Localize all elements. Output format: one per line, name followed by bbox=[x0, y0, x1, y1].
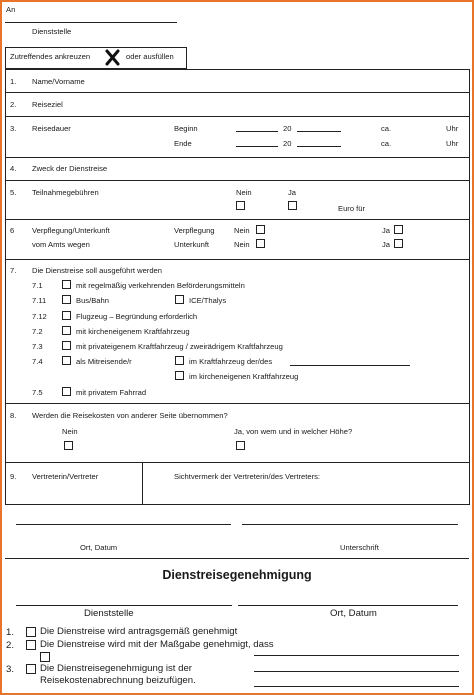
item-text: mit privateigenem Kraftfahrzeug / zweirädrigem Kraftfahrzeug bbox=[76, 342, 283, 351]
row1-number: 1. bbox=[10, 77, 17, 86]
item-text: mit regelmäßig verkehrenden Beförderungsmitteln bbox=[76, 281, 245, 290]
item-text: mit kircheneigenem Kraftfahrzeug bbox=[76, 327, 190, 336]
approval-condition-checkbox[interactable] bbox=[40, 652, 50, 662]
unterkunft-label: Unterkunft bbox=[174, 240, 210, 249]
row-divider bbox=[5, 403, 469, 404]
row-divider bbox=[5, 462, 469, 463]
approval-granted-checkbox[interactable] bbox=[26, 627, 36, 637]
table-right-border bbox=[469, 69, 470, 505]
item-code: 7.12 bbox=[32, 312, 47, 321]
place-date-line[interactable] bbox=[16, 524, 231, 525]
im-kfz-des-checkbox[interactable] bbox=[175, 356, 184, 365]
verpflegung-ja-label: Ja bbox=[382, 226, 391, 235]
verpflegung-nein-checkbox[interactable] bbox=[256, 225, 265, 234]
approval-item-text2: Reisekostenabrechnung beizufügen. bbox=[40, 675, 196, 686]
unterkunft-nein-label: Nein bbox=[234, 240, 250, 249]
begin-year: 20 bbox=[283, 124, 292, 133]
approval-item-number: 3. bbox=[6, 664, 15, 675]
row5-number: 5. bbox=[10, 188, 17, 197]
verpflegung-ja-checkbox[interactable] bbox=[394, 225, 403, 234]
approval-attach-checkbox[interactable] bbox=[26, 664, 36, 674]
unterkunft-ja-checkbox[interactable] bbox=[394, 239, 403, 248]
row7-number: 7. bbox=[10, 266, 17, 275]
end-uhr: Uhr bbox=[446, 139, 459, 148]
attach-line-2[interactable] bbox=[254, 686, 459, 687]
item-code: 7.4 bbox=[32, 357, 43, 366]
approval-dienststelle-line[interactable] bbox=[16, 605, 232, 606]
row-divider bbox=[5, 180, 469, 181]
euro-fuer-label: Euro für bbox=[338, 204, 366, 213]
row-divider bbox=[5, 157, 469, 158]
verpflegung-nein-label: Nein bbox=[234, 226, 250, 235]
approval-item-text: Die Dienstreise wird antragsgemäß genehmigt bbox=[40, 626, 238, 637]
fee-nein-label: Nein bbox=[236, 188, 252, 197]
kosten-ja-label: Ja, von wem und in welcher Höhe? bbox=[234, 427, 353, 436]
row-divider bbox=[5, 259, 469, 260]
approval-date-line[interactable] bbox=[238, 605, 458, 606]
instruction-right: oder ausfüllen bbox=[126, 52, 174, 61]
instruction-left: Zutreffendes ankreuzen bbox=[10, 52, 91, 61]
item-text: Bus/Bahn bbox=[76, 296, 109, 305]
end-year: 20 bbox=[283, 139, 292, 148]
mitreisende-checkbox[interactable] bbox=[62, 356, 71, 365]
attach-line-1[interactable] bbox=[254, 671, 459, 672]
row2-number: 2. bbox=[10, 100, 17, 109]
condition-line[interactable] bbox=[254, 655, 459, 656]
bus-bahn-checkbox[interactable] bbox=[62, 295, 71, 304]
row3-number: 3. bbox=[10, 124, 17, 133]
im-kircheneigenen-kfz-checkbox[interactable] bbox=[175, 371, 184, 380]
reiseziel-label: Reiseziel bbox=[32, 100, 63, 109]
approval-title: Dienstreisegenehmigung bbox=[162, 568, 312, 582]
row-divider bbox=[5, 219, 469, 220]
reisedauer-label: Reisedauer bbox=[32, 124, 71, 133]
ort-datum-label: Ort, Datum bbox=[80, 543, 118, 552]
begin-year-line[interactable] bbox=[297, 131, 341, 132]
section-divider bbox=[5, 558, 469, 559]
row-divider bbox=[5, 92, 469, 93]
row6-number: 6 bbox=[10, 226, 15, 235]
teilnahme-label: Teilnahmegebühren bbox=[32, 188, 99, 197]
item-code: 7.3 bbox=[32, 342, 43, 351]
end-ca: ca. bbox=[381, 139, 392, 148]
signature-line[interactable] bbox=[242, 524, 458, 525]
flugzeug-checkbox[interactable] bbox=[62, 311, 71, 320]
verpflegung-unterkunft-label: Verpflegung/Unterkunft bbox=[32, 226, 110, 235]
item-extra: im Kraftfahrzeug der/des bbox=[189, 357, 273, 366]
unterkunft-nein-checkbox[interactable] bbox=[256, 239, 265, 248]
row-divider bbox=[5, 116, 469, 117]
fee-nein-checkbox[interactable] bbox=[236, 201, 245, 210]
begin-ca: ca. bbox=[381, 124, 392, 133]
fee-ja-checkbox[interactable] bbox=[288, 201, 297, 210]
item-code: 7.5 bbox=[32, 388, 43, 397]
dienststelle-label: Dienststelle bbox=[32, 27, 72, 36]
table-left-border bbox=[5, 69, 6, 505]
end-date-line[interactable] bbox=[236, 146, 278, 147]
kosten-nein-checkbox[interactable] bbox=[64, 441, 73, 450]
unterschrift-label: Unterschrift bbox=[340, 543, 379, 552]
approval-item-number: 2. bbox=[6, 640, 15, 651]
verpflegung-label: Verpflegung bbox=[174, 226, 215, 235]
row-divider bbox=[5, 69, 469, 70]
unterkunft-ja-label: Ja bbox=[382, 240, 391, 249]
item-extra: ICE/Thalys bbox=[189, 296, 227, 305]
approval-item-text: Die Dienstreise wird mit der Maßgabe genehmigt, dass bbox=[40, 639, 274, 650]
amts-wegen-label: vom Amts wegen bbox=[32, 240, 90, 249]
row8-number: 8. bbox=[10, 411, 17, 420]
begin-uhr: Uhr bbox=[446, 124, 459, 133]
approval-conditional-checkbox[interactable] bbox=[26, 640, 36, 650]
table-bottom-border bbox=[5, 504, 469, 505]
item-text: als Mitreisende/r bbox=[76, 357, 132, 366]
fee-ja-label: Ja bbox=[288, 188, 297, 197]
kosten-ja-checkbox[interactable] bbox=[236, 441, 245, 450]
item-text: Flugzeug – Begründung erforderlich bbox=[76, 312, 198, 321]
addressee-label: An bbox=[6, 5, 16, 14]
item-code: 7.1 bbox=[32, 281, 43, 290]
kosten-nein-label: Nein bbox=[62, 427, 78, 436]
ice-thalys-checkbox[interactable] bbox=[175, 295, 184, 304]
beginn-label: Beginn bbox=[174, 124, 198, 133]
row9-divider bbox=[142, 462, 143, 505]
vertreter-label: Vertreterin/Vertreter bbox=[32, 472, 99, 481]
ausfuehrung-label: Die Dienstreise soll ausgeführt werden bbox=[32, 266, 163, 275]
transport-public-checkbox[interactable] bbox=[62, 280, 71, 289]
row4-number: 4. bbox=[10, 164, 17, 173]
row9-number: 9. bbox=[10, 472, 17, 481]
ende-label: Ende bbox=[174, 139, 192, 148]
kfz-owner-line[interactable] bbox=[290, 365, 410, 366]
sichtvermerk-label: Sichtvermerk der Vertreterin/des Vertreters: bbox=[174, 472, 321, 481]
approval-dienststelle-label: Dienststelle bbox=[84, 608, 134, 619]
zweck-label: Zweck der Dienstreise bbox=[32, 164, 108, 173]
item-extra2: im kircheneigenen Kraftfahrzeug bbox=[189, 372, 299, 381]
kircheneigen-kfz-checkbox[interactable] bbox=[62, 326, 71, 335]
item-code: 7.2 bbox=[32, 327, 43, 336]
item-code: 7.11 bbox=[32, 296, 47, 305]
cross-mark-icon bbox=[105, 49, 120, 66]
privat-kfz-checkbox[interactable] bbox=[62, 341, 71, 350]
item-text: mit privatem Fahrrad bbox=[76, 388, 147, 397]
addressee-line bbox=[5, 22, 177, 23]
approval-item-number: 1. bbox=[6, 627, 15, 638]
name-label: Name/Vorname bbox=[32, 77, 85, 86]
reisekosten-question: Werden die Reisekosten von anderer Seite übernommen? bbox=[32, 411, 228, 420]
approval-item-text: Die Dienstreisegenehmigung ist der bbox=[40, 663, 192, 674]
approval-ort-datum-label: Ort, Datum bbox=[330, 608, 377, 619]
fahrrad-checkbox[interactable] bbox=[62, 387, 71, 396]
end-year-line[interactable] bbox=[297, 146, 341, 147]
begin-date-line[interactable] bbox=[236, 131, 278, 132]
